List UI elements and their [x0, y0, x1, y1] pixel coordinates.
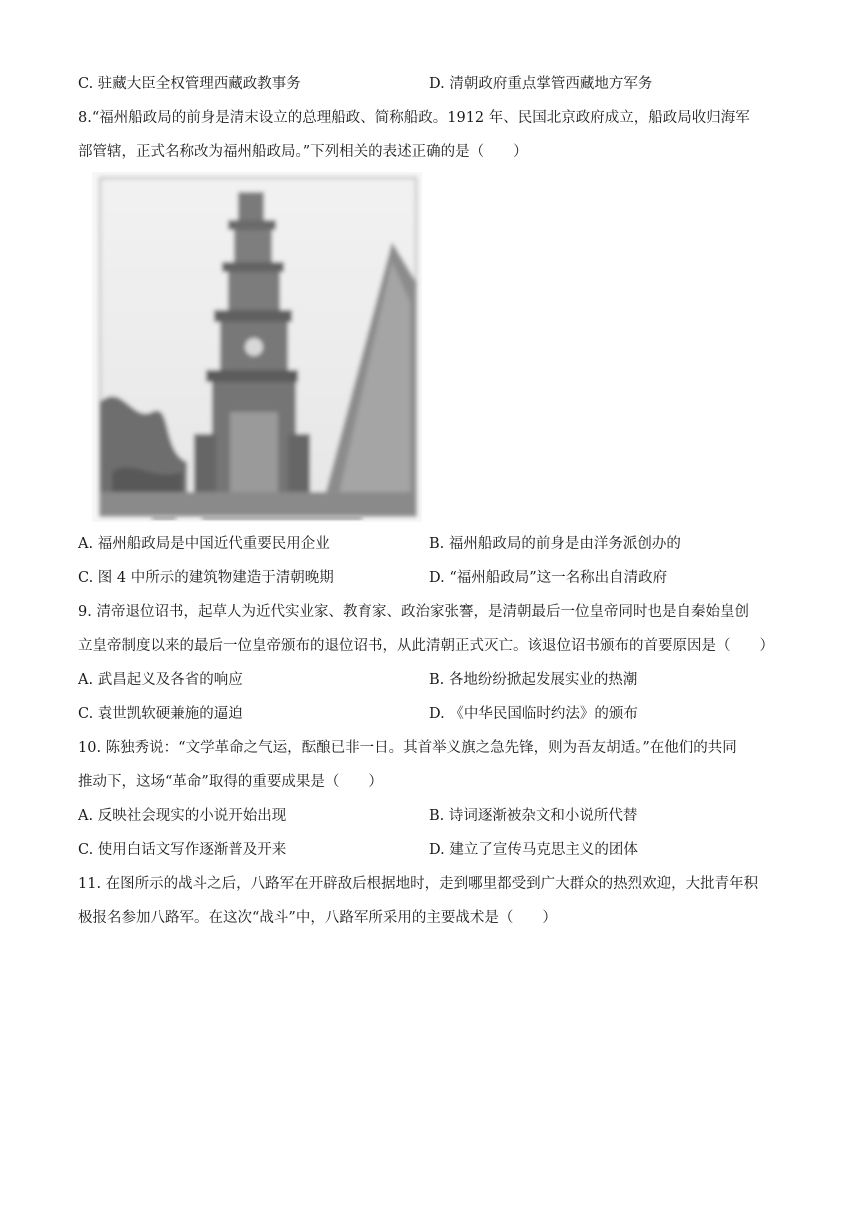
q9-option-b: B. 各地纷纷掀起发展实业的热潮: [429, 672, 638, 688]
q10-option-d: D. 建立了宣传马克思主义的团体: [429, 842, 638, 858]
q11-stem-line1: 11. 在图所示的战斗之后，八路军在开辟敌后根据地时，走到哪里都受到广大群众的热烈欢迎，大批青年积: [78, 876, 759, 892]
q8-stem-line2: 部管辖，正式名称改为福州船政局。”下列相关的表述正确的是（ ）: [78, 144, 528, 160]
q10-option-c: C. 使用白话文写作逐渐普及开来: [78, 842, 287, 858]
q8-option-c: C. 图 4 中所示的建筑物建造于清朝晚期: [78, 570, 334, 586]
q7-option-d: D. 清朝政府重点掌管西藏地方军务: [429, 76, 653, 92]
q10-stem-line1: 10. 陈独秀说：“文学革命之气运，酝酿已非一日。其首举义旗之急先锋，则为吾友胡适。”在他们的共同: [78, 740, 737, 756]
q8-option-d: D. “福州船政局”这一名称出自清政府: [429, 570, 668, 586]
q9-option-a: A. 武昌起义及各省的响应: [78, 672, 243, 688]
q8-option-b: B. 福州船政局的前身是由洋务派创办的: [429, 536, 681, 552]
q10-option-a: A. 反映社会现实的小说开始出现: [78, 808, 287, 824]
q8-stem-line1: 8.“福州船政局的前身是清末设立的总理船政、简称船政。1912 年、民国北京政府成立，船政局收归海军: [78, 110, 750, 126]
q11-stem-line2: 极报名参加八路军。在这次“战斗”中，八路军所采用的主要战术是（ ）: [78, 910, 557, 926]
pagoda-photo: [92, 172, 422, 522]
q9-stem-line1: 9. 清帝退位诏书，起草人为近代实业家、教育家、政治家张謇，是清朝最后一位皇帝同时也是自秦始皇创: [78, 604, 749, 620]
q9-stem-line2: 立皇帝制度以来的最后一位皇帝颁布的退位诏书，从此清朝正式灭亡。该退位诏书颁布的首要原因是（ ）: [78, 638, 774, 654]
q9-option-d: D. 《中华民国临时约法》的颁布: [429, 706, 638, 722]
q7-option-c: C. 驻藏大臣全权管理西藏政教事务: [78, 76, 301, 92]
q8-option-a: A. 福州船政局是中国近代重要民用企业: [78, 536, 330, 552]
q10-stem-line2: 推动下，这场“革命”取得的重要成果是（ ）: [78, 774, 383, 790]
q10-option-b: B. 诗词逐渐被杂文和小说所代替: [429, 808, 638, 824]
q9-option-c: C. 袁世凯软硬兼施的逼迫: [78, 706, 243, 722]
